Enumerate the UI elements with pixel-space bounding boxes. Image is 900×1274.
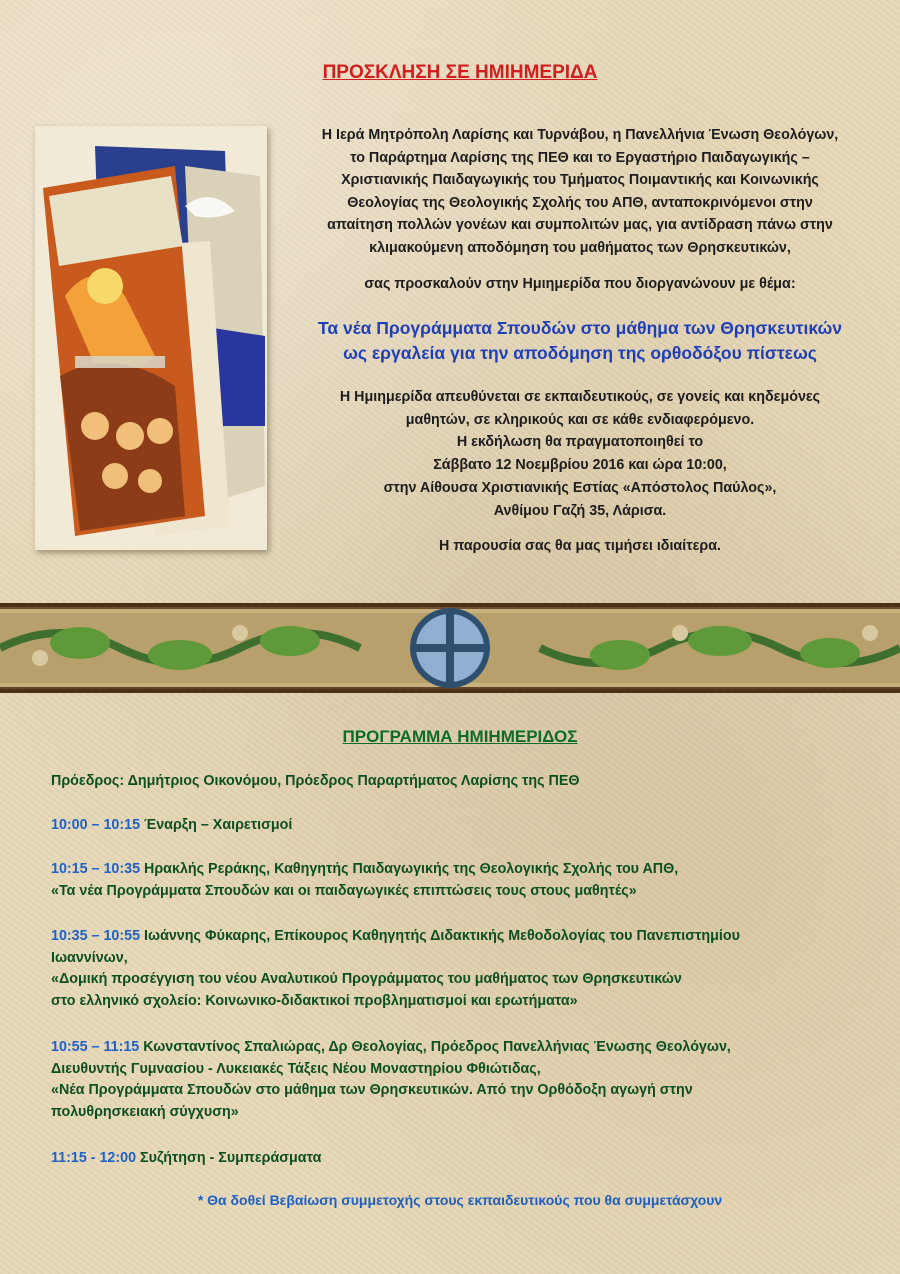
- program-text: Κωνσταντίνος Σπαλιώρας, Δρ Θεολογίας, Πρόεδρος Πανελλήνιας Ένωσης Θεολόγων,: [143, 1039, 731, 1055]
- details-line: Ανθίμου Γαζή 35, Λάρισα.: [493, 502, 667, 519]
- intro-line: Θεολογίας της Θεολογικής Σχολής του ΑΠΘ, ανταποκρινόμενοι στην: [347, 194, 813, 211]
- program-text: πολυθρησκειακή σύγχυση»: [51, 1103, 239, 1120]
- program-text: «Τα νέα Προγράμματα Σπουδών και οι παιδαγωγικές επιπτώσεις τους στους μαθητές»: [51, 882, 637, 899]
- program-item: [51, 859, 851, 902]
- theme-line: Τα νέα Προγράμματα Σπουδών στο μάθημα των Θρησκευτικών: [317, 318, 843, 338]
- program-text: Διευθυντής Γυμνασίου - Λυκειακές Τάξεις Νέου Μοναστηρίου Φθιώτιδας,: [51, 1060, 541, 1077]
- details-line: μαθητών, σε κληρικούς και σε κάθε ενδιαφερόμενο.: [405, 411, 755, 428]
- program-time: 10:15 – 10:35: [51, 861, 141, 877]
- program-text: Ηρακλής Ρεράκης, Καθηγητής Παιδαγωγικής της Θεολογικής Σχολής του ΑΠΘ,: [144, 861, 679, 877]
- details-line: Η Ημιημερίδα απευθύνεται σε εκπαιδευτικούς, σε γονείς και κηδεμόνες: [339, 389, 821, 405]
- closing-line: Η παρουσία σας θα μας τιμήσει ιδιαίτερα.: [439, 538, 721, 554]
- program-time: 10:00 – 10:15: [51, 817, 141, 833]
- program-text: Έναρξη – Χαιρετισμοί: [144, 817, 293, 833]
- event-theme: [282, 316, 878, 366]
- program-time: 10:35 – 10:55: [51, 928, 141, 944]
- program-item: [51, 815, 851, 837]
- program-text: στο ελληνικό σχολείο: Κοινωνικο-διδακτικοί προβληματισμοί και ερωτήματα»: [51, 992, 578, 1009]
- certificate-footnote: * Θα δοθεί Βεβαίωση συμμετοχής στους εκπαιδευτικούς που θα συμμετάσχουν: [197, 1192, 723, 1208]
- program-chair: Πρόεδρος: Δημήτριος Οικονόμου, Πρόεδρος Παραρτήματος Λαρίσης της ΠΕΘ: [51, 773, 580, 789]
- program-title: ΠΡΟΓΡΑΜΜΑ ΗΜΙΗΜΕΡΙΔΟΣ: [342, 727, 578, 746]
- invitation-title: ΠΡΟΣΚΛΗΣΗ ΣΕ ΗΜΙΗΜΕΡΙΔΑ: [322, 62, 598, 83]
- intro-line: το Παράρτημα Λαρίσης της ΠΕΘ και το Εργαστήριο Παιδαγωγικής –: [350, 149, 810, 166]
- intro-line: Χριστιανικής Παιδαγωγικής του Τμήματος Ποιμαντικής και Κοινωνικής: [341, 172, 819, 188]
- intro-paragraph: [282, 124, 878, 259]
- intro-line: κλιμακούμενη αποδόμηση του μαθήματος των Θρησκευτικών,: [369, 239, 791, 256]
- program-time: 11:15 - 12:00: [51, 1150, 137, 1166]
- event-details: [282, 386, 878, 522]
- details-line: στην Αίθουσα Χριστιανικής Εστίας «Απόστολος Παύλος»,: [383, 479, 777, 496]
- invite-line: σας προσκαλούν στην Ημιημερίδα που διοργανώνουν με θέμα:: [364, 276, 796, 292]
- program-time: 10:55 – 11:15: [51, 1039, 140, 1055]
- intro-line: απαίτηση πολλών γονέων και συμπολιτών μας, για αντίδραση πάνω στην: [327, 217, 833, 233]
- details-line: Η εκδήλωση θα πραγματοποιηθεί το: [456, 434, 704, 451]
- details-line: Σάββατο 12 Νοεμβρίου 2016 και ώρα 10:00,: [433, 457, 727, 474]
- book-covers-image: [35, 126, 267, 550]
- mosaic-border-decoration: [0, 603, 900, 693]
- program-item: [51, 926, 851, 1012]
- program-text: Ιωάννης Φύκαρης, Επίκουρος Καθηγητής Διδακτικής Μεθοδολογίας του Πανεπιστημίου: [144, 928, 740, 944]
- program-item: [51, 1037, 851, 1123]
- program-text: «Νέα Προγράμματα Σπουδών στο μάθημα των Θρησκευτικών. Από την Ορθόδοξη αγωγή στην: [51, 1082, 693, 1098]
- program-text: Ιωαννίνων,: [51, 949, 128, 966]
- intro-line: Η Ιερά Μητρόπολη Λαρίσης και Τυρνάβου, η Πανελλήνια Ένωση Θεολόγων,: [321, 127, 839, 143]
- program-text: Συζήτηση - Συμπεράσματα: [140, 1150, 322, 1166]
- program-item: [51, 1148, 851, 1170]
- program-text: «Δομική προσέγγιση του νέου Αναλυτικού Προγράμματος του μαθήματος των Θρησκευτικών: [51, 971, 682, 987]
- theme-line: ως εργαλεία για την αποδόμηση της ορθοδόξου πίστεως: [343, 343, 817, 363]
